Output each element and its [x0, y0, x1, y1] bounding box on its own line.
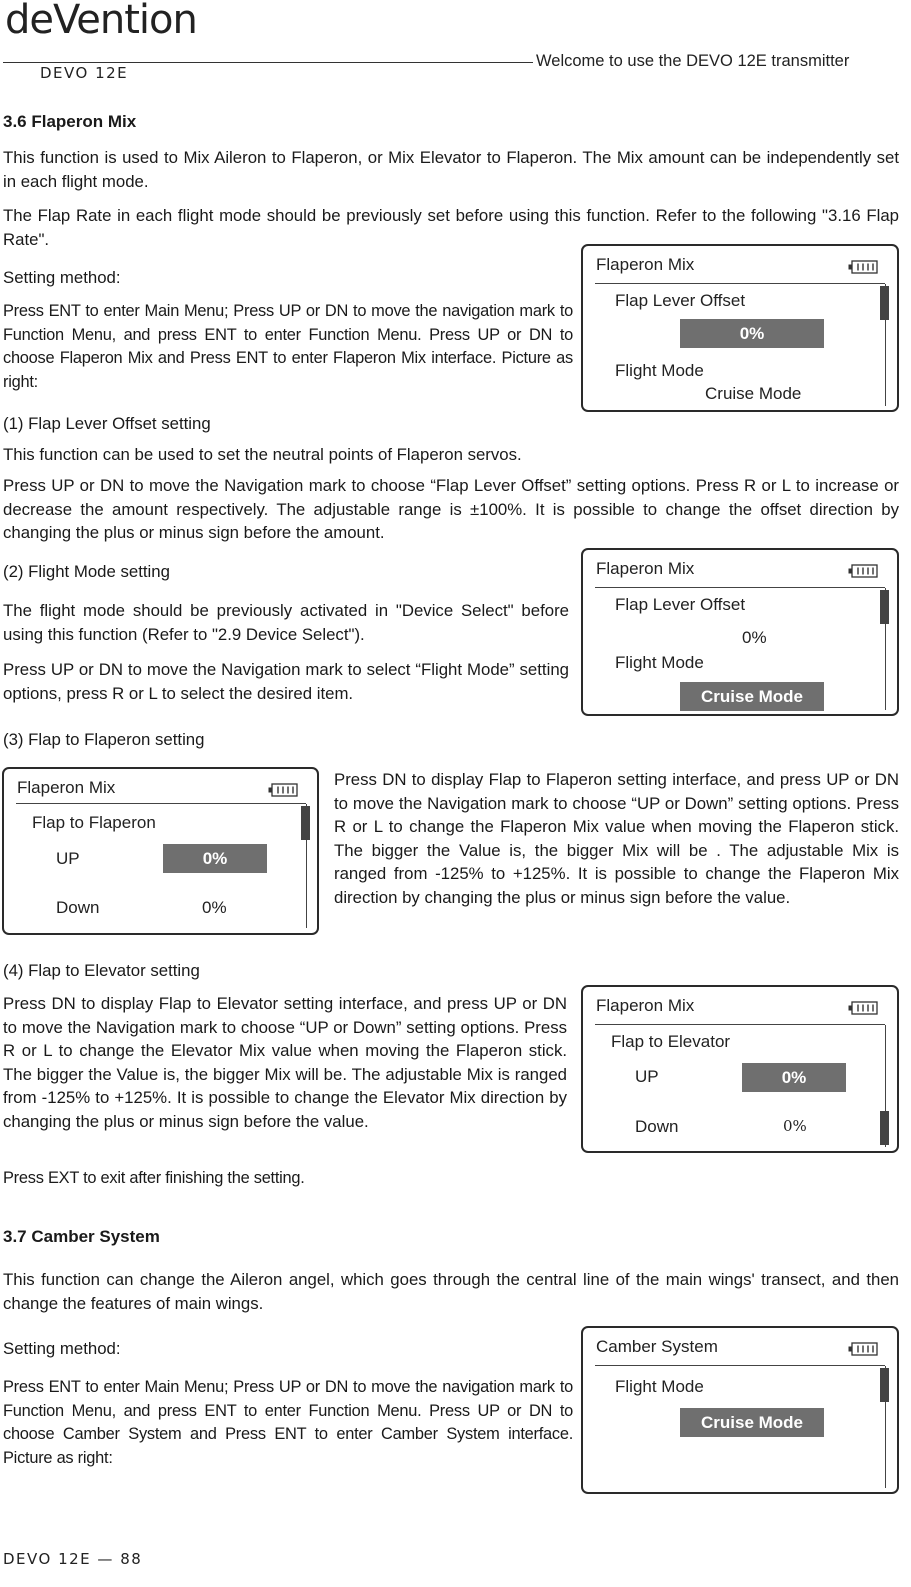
up-value: 0%	[742, 1063, 846, 1092]
down-value: 0%	[202, 898, 227, 917]
down-value: 0%	[783, 1117, 807, 1135]
flight-mode-label: Flight Mode	[615, 361, 704, 380]
flap-rate-note: The Flap Rate in each flight mode should be previously set before using this function. Refer to the following "3.16 Flap Rate".	[3, 206, 899, 249]
header-title: Welcome to use the DEVO 12E transmitter	[536, 52, 850, 70]
up-label: UP	[56, 849, 80, 868]
scroll-thumb	[301, 806, 310, 840]
lcd-screen-camber-system	[581, 1326, 899, 1494]
title-divider	[595, 1024, 885, 1025]
section-3-7-intro: This function can change the Aileron angel, which goes through the central line of the main wings' transect, and then change the features of main wings.	[3, 1270, 899, 1313]
down-label: Down	[56, 898, 100, 917]
flight-mode-label: Flight Mode	[615, 653, 704, 672]
battery-icon	[848, 260, 878, 274]
section-3-6-intro: This function is used to Mix Aileron to Flaperon, or Mix Elevator to Flaperon. The Mix amount can be independently set in each flight mode.	[3, 148, 899, 191]
screen-title: Flaperon Mix	[596, 255, 695, 274]
camber-instructions: Press ENT to enter Main Menu; Press UP or DN to move the navigation mark to Function Menu, and press ENT to enter Function Menu. Press UP or DN to choose Camber System and Press ENT to enter Camber System interface. Picture as right:	[3, 1378, 573, 1467]
title-divider	[595, 283, 885, 284]
title-divider	[595, 587, 885, 588]
title-divider	[16, 803, 306, 804]
sub1-title: (1) Flap Lever Offset setting	[3, 414, 211, 433]
sub1-paragraph-2: Press UP or DN to move the Navigation mark to choose “Flap Lever Offset” setting options. Press R or L to increase or decrease the amount respectively. The adjustable range is ±100%. It is possible to change the offset direction by changing the plus or minus sign before the amount.	[3, 476, 899, 542]
flap-to-flaperon-label: Flap to Flaperon	[32, 813, 156, 832]
battery-icon	[848, 564, 878, 578]
up-label: UP	[635, 1067, 659, 1086]
screen-title: Flaperon Mix	[17, 778, 116, 797]
scroll-thumb	[880, 1368, 889, 1402]
exit-note: Press EXT to exit after finishing the setting.	[3, 1169, 305, 1187]
battery-icon	[268, 783, 298, 797]
screen-title: Flaperon Mix	[596, 996, 695, 1015]
sub2-title: (2) Flight Mode setting	[3, 562, 170, 581]
lcd-screen-flap-to-elevator	[581, 985, 899, 1153]
scroll-thumb	[880, 1111, 889, 1145]
flaperon-instructions: Press ENT to enter Main Menu; Press UP or DN to move the navigation mark to Function Menu, and press ENT to enter Function Menu. Press UP or DN to choose Flaperon Mix and Press ENT to enter Flaperon Mix interface. Picture as right:	[3, 302, 573, 391]
up-value: 0%	[163, 844, 267, 873]
battery-icon	[848, 1342, 878, 1356]
flap-lever-offset-label: Flap Lever Offset	[615, 291, 746, 310]
section-title-3-6: 3.6 Flaperon Mix	[3, 112, 137, 131]
flight-mode-value: Cruise Mode	[680, 682, 824, 711]
battery-icon	[848, 1001, 878, 1015]
flight-mode-value: Cruise Mode	[680, 1408, 824, 1437]
setting-method-label: Setting method:	[3, 268, 121, 287]
flap-to-elevator-label: Flap to Elevator	[611, 1032, 731, 1051]
lcd-screen-flaperon-offset	[581, 244, 899, 412]
flap-lever-offset-value: 0%	[680, 319, 824, 348]
screen-title: Flaperon Mix	[596, 559, 695, 578]
model-name: DEVO 12E	[40, 64, 129, 82]
page-footer: DEVO 12E — 88	[3, 1550, 143, 1568]
header-divider	[3, 62, 533, 63]
lcd-screen-flap-to-flaperon	[2, 767, 319, 935]
down-label: Down	[635, 1117, 679, 1136]
scroll-thumb	[880, 286, 889, 320]
brand-logo: deVention	[5, 0, 197, 43]
flap-lever-offset-label: Flap Lever Offset	[615, 595, 746, 614]
title-divider	[595, 1365, 885, 1366]
sub4-paragraph: Press DN to display Flap to Elevator setting interface, and press UP or DN to move the Navigation mark to choose “UP or Down” setting options. Press R or L to change the Elevator Mix value when moving the Flaperon stick. The bigger the Value is, the bigger Mix will be. The adjustable Mix is ranged from -125% to +125%. It is possible to change the Elevator Mix direction by changing the plus or minus sign before the value.	[3, 994, 567, 1131]
sub2-paragraph-1: The flight mode should be previously activated in "Device Select" before using this function (Refer to "2.9 Device Select").	[3, 601, 569, 644]
sub1-paragraph-1: This function can be used to set the neutral points of Flaperon servos.	[3, 445, 522, 464]
lcd-screen-flaperon-flight-mode	[581, 548, 899, 716]
sub3-paragraph: Press DN to display Flap to Flaperon setting interface, and press UP or DN to move the Navigation mark to choose “UP or Down” setting options. Press R or L to change the Flaperon Mix value when moving the Flaperon stick. The bigger the Value is, the bigger Mix will be . The adjustable Mix is ranged from -125% to +125%. It is possible to change the Flaperon Mix direction by changing the plus or minus sign before the value.	[334, 770, 899, 907]
sub2-paragraph-2: Press UP or DN to move the Navigation mark to select “Flight Mode” setting options, press R or L to select the desired item.	[3, 660, 569, 703]
setting-method-label-3-7: Setting method:	[3, 1339, 121, 1358]
section-title-3-7: 3.7 Camber System	[3, 1227, 160, 1246]
sub3-title: (3) Flap to Flaperon setting	[3, 730, 205, 749]
flight-mode-value: Cruise Mode	[705, 384, 802, 403]
scroll-thumb	[880, 590, 889, 624]
flight-mode-label: Flight Mode	[615, 1377, 704, 1396]
flap-lever-offset-value: 0%	[742, 628, 767, 647]
screen-title: Camber System	[596, 1337, 718, 1356]
sub4-title: (4) Flap to Elevator setting	[3, 961, 200, 980]
